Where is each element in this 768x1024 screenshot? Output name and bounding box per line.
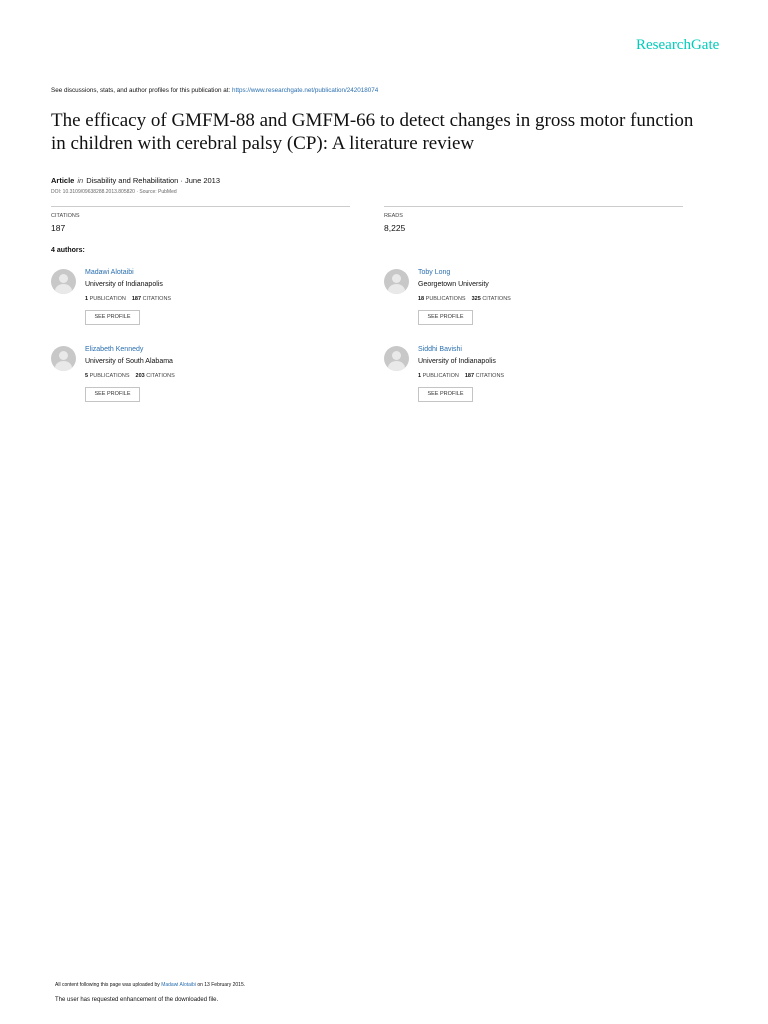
article-meta [51, 176, 220, 185]
see-profile-button[interactable]: SEE PROFILE [418, 310, 473, 325]
article-title: The efficacy of GMFM-88 and GMFM-66 to detect changes in gross motor function in children with cerebral palsy (CP): A literature review [51, 110, 694, 154]
avatar[interactable] [384, 346, 409, 371]
author-name[interactable]: Siddhi Bavishi [418, 346, 462, 353]
upload-prefix: All content following this page was uploaded by [55, 982, 162, 988]
citations-label: CITATIONS [146, 373, 175, 379]
citations-label: CITATIONS [142, 296, 172, 302]
citations-count: 187 [464, 373, 475, 379]
reads-value: 8,225 [384, 223, 406, 233]
publications-count: 1 [418, 373, 422, 379]
avatar-head [59, 274, 68, 283]
divider-reads [384, 206, 683, 207]
see-profile-button[interactable]: SEE PROFILE [85, 387, 140, 402]
author-stats [85, 296, 171, 302]
uploader-link[interactable]: Madawi Alotaibi [161, 982, 196, 988]
author-card [384, 269, 684, 333]
publication-link[interactable]: https://www.researchgate.net/publication/242018074 [231, 87, 379, 94]
journal-date: Disability and Rehabilitation · June 2013 [86, 176, 221, 185]
avatar-body [388, 361, 405, 371]
avatar-head [392, 351, 401, 360]
upload-note [55, 982, 245, 988]
citations-label: CITATIONS [475, 373, 505, 379]
citations-value: 187 [51, 223, 66, 233]
discussion-prefix: See discussions, stats, and author profiles for this publication at: [51, 87, 232, 94]
author-institution: University of South Alabama [85, 358, 173, 365]
publications-count: 5 [85, 373, 89, 379]
reads-label: READS [384, 213, 403, 219]
researchgate-logo[interactable]: ResearchGate [636, 37, 720, 53]
see-profile-button[interactable]: SEE PROFILE [85, 310, 140, 325]
avatar[interactable] [384, 269, 409, 294]
author-name[interactable]: Toby Long [418, 269, 451, 276]
meta-in: in [77, 176, 84, 185]
author-stats [418, 296, 511, 302]
citations-count: 187 [131, 296, 142, 302]
author-institution: Georgetown University [418, 281, 489, 288]
avatar-head [392, 274, 401, 283]
author-card [384, 346, 684, 410]
author-institution: University of Indianapolis [85, 281, 163, 288]
citations-label: CITATIONS [51, 213, 80, 219]
authors-heading: 4 authors: [51, 247, 85, 254]
author-card [51, 269, 351, 333]
avatar-body [55, 361, 72, 371]
citations-count: 325 [471, 296, 481, 302]
publications-label: PUBLICATION [89, 296, 126, 302]
avatar-body [55, 284, 72, 294]
discussion-line [51, 87, 378, 94]
upload-suffix: on 13 February 2015. [195, 982, 246, 988]
author-card [51, 346, 351, 410]
author-stats [418, 373, 504, 379]
author-institution: University of Indianapolis [418, 358, 496, 365]
author-name[interactable]: Elizabeth Kennedy [85, 346, 144, 353]
see-profile-button[interactable]: SEE PROFILE [418, 387, 473, 402]
avatar[interactable] [51, 346, 76, 371]
publications-label: PUBLICATIONS [425, 296, 466, 302]
doi-source: DOI: 10.3109/09638288.2013.805820 · Source: PubMed [51, 189, 177, 195]
enhancement-note: The user has requested enhancement of the downloaded file. [55, 997, 219, 1003]
citations-label: CITATIONS [482, 296, 511, 302]
publications-count: 18 [418, 296, 425, 302]
publications-label: PUBLICATIONS [89, 373, 130, 379]
author-stats [85, 373, 175, 379]
citations-count: 203 [135, 373, 145, 379]
publications-label: PUBLICATION [422, 373, 459, 379]
article-type: Article [51, 176, 75, 185]
avatar[interactable] [51, 269, 76, 294]
divider-citations [51, 206, 350, 207]
publications-count: 1 [85, 296, 89, 302]
avatar-body [388, 284, 405, 294]
author-name[interactable]: Madawi Alotaibi [85, 269, 134, 276]
avatar-head [59, 351, 68, 360]
